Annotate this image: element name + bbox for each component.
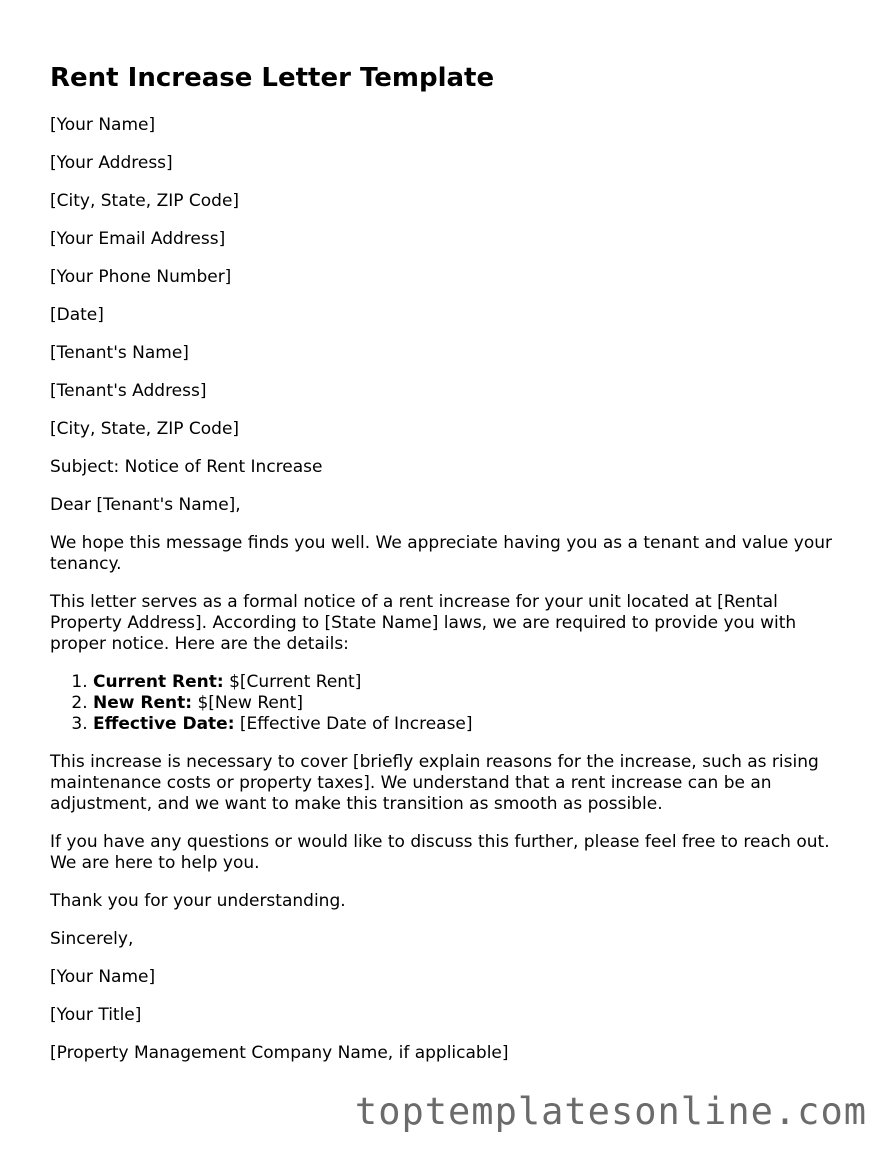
intro-paragraph: We hope this message finds you well. We appreciate having you as a tenant and value your tenancy. <box>50 533 832 574</box>
thanks-paragraph: Thank you for your understanding. <box>50 891 346 911</box>
salutation: Dear [Tenant's Name], <box>50 495 241 515</box>
tenant-name: [Tenant's Name] <box>50 343 189 363</box>
detail-label: Current Rent: <box>93 672 224 692</box>
tenant-city-state-zip: [City, State, ZIP Code] <box>50 419 240 439</box>
watermark: toptemplatesonline.com <box>354 1090 867 1133</box>
signoff: Sincerely, <box>50 929 134 949</box>
detail-label: New Rent: <box>93 693 193 713</box>
detail-label: Effective Date: <box>93 714 235 734</box>
detail-value: $[Current Rent] <box>229 672 362 692</box>
list-item <box>93 672 850 693</box>
letter-date: [Date] <box>50 305 104 325</box>
rent-details-list <box>50 672 850 735</box>
sender-phone: [Your Phone Number] <box>50 267 232 287</box>
tenant-address: [Tenant's Address] <box>50 381 207 401</box>
notice-paragraph: This letter serves as a formal notice of a rent increase for your unit located at [Rental Property Address]. According to [State Name] laws, we are required to provide you with proper notice. Here are the details: <box>50 592 797 654</box>
closing-name: [Your Name] <box>50 967 156 987</box>
detail-value: $[New Rent] <box>197 693 303 713</box>
detail-value: [Effective Date of Increase] <box>239 714 473 734</box>
closing-company: [Property Management Company Name, if applicable] <box>50 1043 509 1063</box>
sender-address: [Your Address] <box>50 153 173 173</box>
sender-city-state-zip: [City, State, ZIP Code] <box>50 191 240 211</box>
list-item <box>93 693 850 714</box>
letter-document <box>50 58 850 1081</box>
list-item <box>93 714 850 735</box>
subject-line: Subject: Notice of Rent Increase <box>50 457 323 477</box>
sender-name: [Your Name] <box>50 115 156 135</box>
sender-email: [Your Email Address] <box>50 229 226 249</box>
reason-paragraph: This increase is necessary to cover [briefly explain reasons for the increase, such as rising maintenance costs or property taxes]. We understand that a rent increase can be an adjustment, and we want to make this transition as smooth as possible. <box>50 752 819 814</box>
questions-paragraph: If you have any questions or would like to discuss this further, please feel free to reach out. We are here to help you. <box>50 832 830 873</box>
page-title: Rent Increase Letter Template <box>50 63 495 93</box>
closing-title: [Your Title] <box>50 1005 142 1025</box>
